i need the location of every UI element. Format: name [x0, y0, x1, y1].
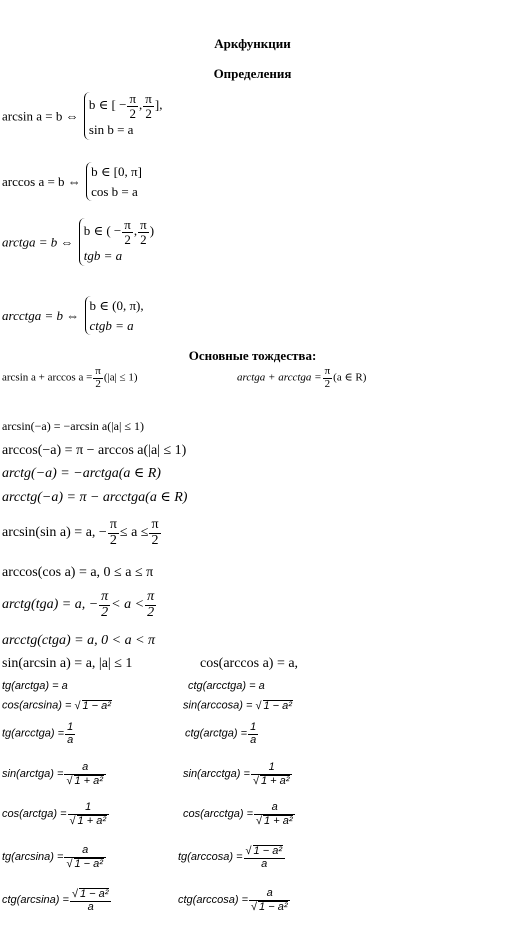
identity-arcctg-ctg: arcctg(ctga) = a, 0 < a < π [2, 633, 156, 648]
def-arcsin-system: b ∈ [ − $\frac{\pi}{2}$ , $\frac{\pi}{2}$ ], sin b = a [84, 92, 163, 140]
identity-condition: (a ∈ R) [333, 371, 367, 384]
formula-lhs: cos(arctga) = [2, 808, 67, 821]
def-arctg-line1: b ∈ ( − [83, 223, 122, 239]
formula-cos-arctg [2, 802, 110, 827]
numerator: a [64, 845, 105, 858]
sqrt-radicand: 1 − a² [259, 900, 288, 913]
definition-arctg [2, 218, 154, 266]
formula-lhs: cos(arcctga) = [183, 808, 253, 821]
fraction-pi-over-2 [145, 590, 156, 620]
denominator: a [261, 857, 268, 870]
fraction-pi-over-2 [127, 92, 138, 120]
definition-arccos [2, 162, 142, 201]
numerator: π [124, 217, 131, 232]
numerator: a [249, 888, 290, 901]
numerator: 1 [68, 802, 109, 815]
formula-tg-arcsin [2, 845, 107, 870]
formula-lhs: ctg(arctga) = [185, 727, 248, 740]
denominator: 2 [95, 377, 101, 390]
fraction-pi-over-2 [99, 590, 110, 620]
denominator: a [87, 900, 94, 913]
numerator: 1 [67, 721, 74, 733]
formula-lhs: sin(arcctga) = [183, 768, 250, 781]
sqrt-sign: √ [255, 700, 262, 712]
formula-ctg-arctg [185, 722, 259, 746]
sqrt-radicand: 1 + a² [261, 774, 290, 787]
formula-lhs: cos(arcsina) = [2, 699, 72, 712]
numerator: a [64, 762, 105, 775]
numerator: π [140, 217, 147, 232]
sqrt-radicand: 1 − a² [74, 857, 103, 870]
fraction-pi-over-2 [323, 366, 333, 390]
formula-lhs: sin(arccosa) = [183, 699, 253, 712]
sqrt-radicand: 1 + a² [77, 814, 106, 827]
formula-ctg-arccos [178, 888, 291, 913]
formula-lhs: tg(arccosa) = [178, 851, 243, 864]
numerator: π [147, 589, 155, 604]
def-arctg-line2: tgb = a [83, 248, 123, 264]
sqrt-sign: √ [69, 814, 76, 827]
denominator [64, 858, 105, 871]
def-arctg-lhs: arctga = b ⇔ [2, 234, 74, 250]
numerator: π [109, 517, 117, 532]
def-arctg-system: b ∈ ( − $\frac{\pi}{2}$ , $\frac{\pi}{2}$ ) tgb = a [79, 218, 154, 266]
numerator: π [95, 365, 101, 377]
denominator [64, 775, 105, 788]
fraction [70, 888, 111, 913]
formula-cos-arcsin [2, 700, 112, 712]
identity-arcsin-sin [2, 518, 162, 548]
page-title: Аркфункции [214, 36, 291, 51]
fraction [251, 762, 292, 787]
denominator: 2 [145, 105, 152, 121]
identity-part: arcsin(sin a) = a, − [2, 525, 107, 541]
numerator: π [129, 91, 137, 106]
formula-lhs: ctg(arcsina) = [2, 894, 69, 907]
fraction [249, 888, 290, 913]
denominator: a [250, 733, 257, 746]
sqrt-radicand: 1 − a² [253, 845, 282, 857]
sqrt-radicand: 1 + a² [74, 774, 103, 787]
identity-arcsin-odd: arcsin(−a) = −arcsin a(|a| ≤ 1) [2, 419, 144, 433]
sqrt-radicand: 1 + a² [264, 814, 293, 827]
denominator [249, 901, 290, 914]
fraction [64, 845, 105, 870]
denominator: 2 [147, 604, 155, 620]
identity-condition: (|a| ≤ 1) [103, 371, 138, 384]
fraction-1-over-a [248, 722, 258, 746]
sqrt-sign: √ [245, 845, 252, 857]
sqrt-sign: √ [256, 814, 263, 827]
formula-tg-arccos [178, 845, 286, 870]
identity-arccos-neg: arccos(−a) = π − arccos a(|a| ≤ 1) [2, 443, 187, 458]
formula-tg-arcctg [2, 722, 76, 746]
identity-part: < a < [111, 597, 145, 613]
numerator [244, 845, 285, 859]
definition-arcsin [2, 92, 162, 140]
sqrt-sign: √ [74, 700, 81, 712]
identity-arcctg-neg: arcctg(−a) = π − arcctga(a ∈ R) [2, 490, 188, 505]
def-arcsin-line2: sin b = a [88, 122, 134, 138]
sqrt-sign: √ [252, 774, 259, 787]
fraction [244, 845, 285, 870]
def-arcsin-lhs: arcsin a = b ⇔ [2, 108, 79, 124]
formula-tg-arctg: tg(arctga) = a [2, 680, 68, 692]
sqrt-sign: √ [66, 774, 73, 787]
fraction-pi-over-2 [143, 92, 154, 120]
formula-lhs: ctg(arccosa) = [178, 894, 248, 907]
denominator: 2 [124, 231, 131, 247]
denominator: a [67, 733, 74, 746]
def-arcctg-system [85, 296, 144, 335]
identity-arctg-tg [2, 590, 157, 620]
formula-ctg-arcsin [2, 888, 112, 913]
sqrt-radicand: 1 − a² [263, 700, 292, 712]
formula-lhs: sin(arctga) = [2, 768, 64, 781]
formula-sin-arccos [183, 700, 293, 712]
def-arcctg-line1: b ∈ (0, π), [89, 298, 144, 313]
sqrt-sign: √ [71, 888, 78, 900]
formula-lhs: tg(arcctga) = [2, 727, 65, 740]
identity-arccos-cos: arccos(cos a) = a, 0 ≤ a ≤ π [2, 565, 154, 580]
numerator: π [145, 91, 152, 106]
denominator [254, 815, 295, 828]
fraction-pi-over-2 [149, 518, 160, 548]
identity-lhs: arcsin a + arccos a = [2, 371, 93, 384]
def-arcctg-lhs: arcctga = b ⇔ [2, 308, 80, 323]
sqrt-radicand: 1 − a² [80, 888, 109, 900]
identity-sin-arcsin: sin(arcsin a) = a, |a| ≤ 1 [2, 656, 133, 671]
numerator: π [151, 517, 159, 532]
formula-sin-arcctg [183, 762, 293, 787]
fraction-pi-over-2 [93, 366, 103, 390]
formula-sin-arctg [2, 762, 107, 787]
denominator: 2 [140, 231, 147, 247]
denominator [68, 815, 109, 828]
sqrt-sign: √ [66, 857, 73, 870]
denominator: 2 [129, 105, 136, 121]
identity-arcsin-plus-arccos [2, 366, 138, 390]
denominator [251, 775, 292, 788]
sqrt-sign: √ [251, 900, 258, 913]
def-arcsin-line1: b ∈ [ − [88, 97, 127, 113]
numerator: a [254, 802, 295, 815]
identity-arctg-odd: arctg(−a) = −arctga(a ∈ R) [2, 466, 161, 481]
identity-arctg-plus-arcctg [237, 366, 366, 390]
fraction-pi-over-2 [108, 518, 119, 548]
def-arccos-system [86, 162, 142, 201]
formula-lhs: tg(arcsina) = [2, 851, 64, 864]
sqrt-radicand: 1 − a² [82, 700, 111, 712]
denominator: 2 [151, 532, 159, 548]
numerator [70, 888, 111, 902]
fraction [68, 802, 109, 827]
def-arccos-lhs: arccos a = b ⇔ [2, 174, 81, 189]
fraction [254, 802, 295, 827]
def-arccos-line1: b ∈ [0, π] [91, 164, 142, 179]
section-heading-definitions: Определения [213, 66, 292, 81]
fraction-pi-over-2 [122, 218, 133, 246]
denominator: 2 [324, 377, 331, 390]
identity-part: ≤ a ≤ [119, 525, 149, 541]
fraction [64, 762, 105, 787]
formula-cos-arcctg [183, 802, 296, 827]
definition-arcctg [2, 296, 144, 335]
section-heading-identities: Основные тождества: [188, 348, 317, 363]
identity-lhs: arctga + arcctga = [237, 371, 322, 384]
denominator: 2 [101, 604, 109, 620]
def-arcctg-line2: ctgb = a [89, 317, 134, 333]
numerator: 1 [251, 762, 292, 775]
numerator: π [324, 365, 331, 377]
denominator: 2 [109, 532, 117, 548]
numerator: π [101, 589, 109, 604]
identity-part: arctg(tga) = a, − [2, 597, 99, 613]
numerator: 1 [250, 721, 257, 733]
fraction-1-over-a [65, 722, 75, 746]
formula-ctg-arcctg: ctg(arcctga) = a [188, 680, 265, 692]
def-arccos-line2: cos b = a [91, 183, 138, 199]
fraction-pi-over-2 [138, 218, 149, 246]
identity-cos-arccos: cos(arccos a) = a, [200, 656, 299, 671]
